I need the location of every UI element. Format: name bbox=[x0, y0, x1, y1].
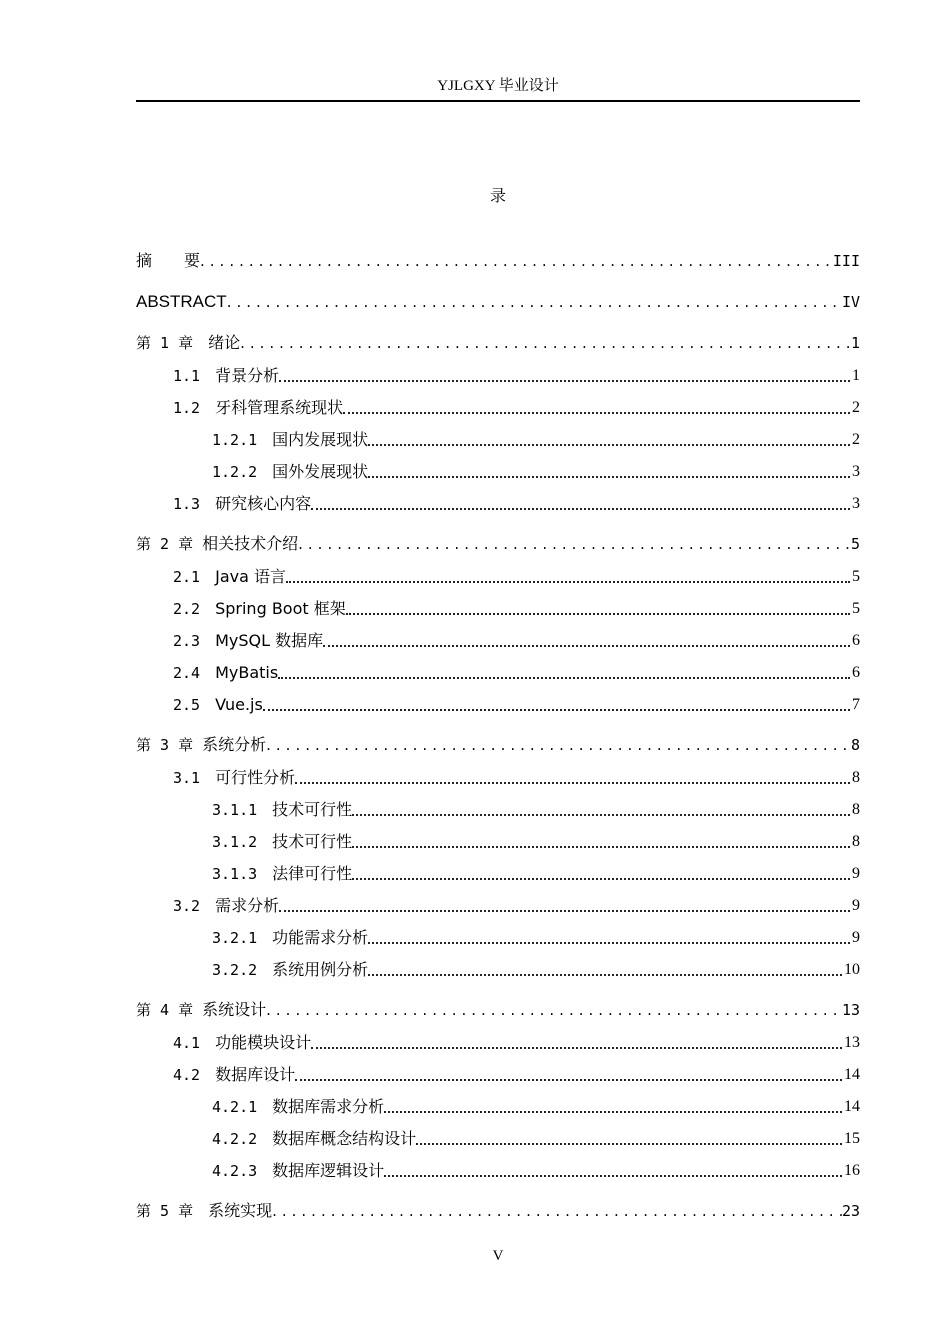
dot-leader bbox=[352, 874, 850, 880]
dot-leader bbox=[352, 810, 850, 816]
dot-leader bbox=[295, 778, 850, 784]
toc-section-entry[interactable] bbox=[136, 861, 860, 885]
toc-entry-title: 系统实现 bbox=[208, 1201, 273, 1220]
toc-section-entry[interactable] bbox=[136, 1062, 860, 1086]
dot-leader bbox=[266, 999, 842, 1021]
toc-chapter-entry[interactable] bbox=[136, 248, 860, 272]
toc-entry-page: 15 bbox=[844, 1130, 860, 1147]
toc-chapter-entry[interactable] bbox=[136, 330, 860, 354]
dot-leader bbox=[384, 1107, 842, 1113]
toc-section-entry[interactable] bbox=[136, 957, 860, 981]
dot-leader bbox=[295, 1075, 842, 1081]
toc-chapter-entry[interactable] bbox=[136, 732, 860, 756]
toc-section-entry[interactable] bbox=[136, 925, 860, 949]
toc-section-entry[interactable] bbox=[136, 1126, 860, 1150]
toc-entry-title: Spring Boot 框架 bbox=[215, 599, 346, 618]
toc-entry-title: 数据库需求分析 bbox=[272, 1097, 385, 1116]
toc-entry-page: 10 bbox=[844, 961, 860, 978]
toc-section-entry[interactable] bbox=[136, 427, 860, 451]
dot-leader bbox=[227, 291, 842, 313]
dot-leader bbox=[279, 376, 850, 382]
toc-entry-page: 8 bbox=[850, 736, 860, 754]
toc-entry-number: 2.3 bbox=[173, 632, 216, 650]
toc-entry-page: 8 bbox=[852, 769, 860, 786]
toc-section-entry[interactable] bbox=[136, 459, 860, 483]
toc-entry-page: 8 bbox=[852, 801, 860, 818]
toc-section-entry[interactable] bbox=[136, 893, 860, 917]
toc-entry-page: 2 bbox=[852, 399, 860, 416]
toc-entry-page: 14 bbox=[844, 1066, 860, 1083]
toc-entry-number: 4.2.2 bbox=[212, 1130, 273, 1148]
toc-entry-title: 功能需求分析 bbox=[272, 928, 369, 947]
toc-entry-title: 技术可行性 bbox=[272, 800, 353, 819]
dot-leader bbox=[368, 440, 850, 446]
toc-section-entry[interactable] bbox=[136, 660, 860, 684]
toc-entry-page: IV bbox=[841, 293, 860, 311]
toc-entry-title: 功能模块设计 bbox=[215, 1033, 312, 1052]
dot-leader bbox=[311, 1043, 842, 1049]
toc-entry-page: 5 bbox=[852, 568, 860, 585]
dot-leader bbox=[311, 504, 850, 510]
toc-entry-number: 第 1 章 bbox=[136, 334, 209, 352]
toc-entry-number: 1.2.2 bbox=[212, 463, 273, 481]
toc-entry-number: 第 5 章 bbox=[136, 1202, 209, 1220]
toc-section-entry[interactable] bbox=[136, 1030, 860, 1054]
toc-entry-page: 1 bbox=[852, 367, 860, 384]
toc-entry-number: 2.1 bbox=[173, 568, 216, 586]
toc-entry-title: 摘 要 bbox=[136, 251, 201, 270]
dot-leader bbox=[298, 533, 851, 555]
dot-leader bbox=[416, 1139, 842, 1145]
toc-entry-number: 3.1.2 bbox=[212, 833, 273, 851]
toc-entry-number: 1.2 bbox=[173, 399, 216, 417]
toc-entry-page: 14 bbox=[844, 1098, 860, 1115]
toc-chapter-entry[interactable] bbox=[136, 289, 860, 313]
toc-entry-page: 3 bbox=[852, 495, 860, 512]
toc-entry-number: 1.3 bbox=[173, 495, 216, 513]
toc-entry-title: MySQL 数据库 bbox=[215, 631, 324, 650]
toc-entry-title: 法律可行性 bbox=[272, 864, 353, 883]
toc-section-entry[interactable] bbox=[136, 765, 860, 789]
toc-entry-number: 2.2 bbox=[173, 600, 216, 618]
page-number: V bbox=[492, 1248, 504, 1264]
dot-leader bbox=[278, 673, 850, 679]
toc-entry-number: 3.1.1 bbox=[212, 801, 273, 819]
toc-entry-page: 8 bbox=[852, 833, 860, 850]
toc-entry-page: 9 bbox=[852, 929, 860, 946]
toc-entry-page: 13 bbox=[844, 1034, 860, 1051]
toc-entry-number: 4.2.1 bbox=[212, 1098, 273, 1116]
dot-leader bbox=[368, 472, 850, 478]
dot-leader bbox=[279, 906, 850, 912]
toc-entry-number: 4.2.3 bbox=[212, 1162, 273, 1180]
toc-entry-title: MyBatis bbox=[215, 663, 279, 682]
toc-entry-page: 5 bbox=[850, 535, 860, 553]
toc-title: 录 bbox=[489, 186, 506, 205]
toc-entry-number: 第 3 章 bbox=[136, 736, 203, 754]
toc-entry-title: ABSTRACT bbox=[136, 292, 227, 311]
toc-entry-title: 研究核心内容 bbox=[215, 494, 312, 513]
toc-entry-page: 6 bbox=[852, 664, 860, 681]
toc-entry-title: 绪论 bbox=[208, 333, 241, 352]
toc-entry-title: 牙科管理系统现状 bbox=[215, 398, 344, 417]
toc-entry-page: 5 bbox=[852, 600, 860, 617]
toc-entry-page: 6 bbox=[852, 632, 860, 649]
toc-entry-page: 23 bbox=[841, 1202, 860, 1220]
toc-entry-number: 第 2 章 bbox=[136, 535, 203, 553]
dot-leader bbox=[368, 938, 850, 944]
dot-leader bbox=[266, 734, 851, 756]
toc-entry-number: 4.1 bbox=[173, 1034, 216, 1052]
dot-leader bbox=[200, 250, 833, 272]
page-header: YJLGXY 毕业设计 bbox=[437, 78, 559, 94]
toc-entry-page: 7 bbox=[852, 696, 860, 713]
toc-section-entry[interactable] bbox=[136, 564, 860, 588]
dot-leader bbox=[323, 641, 850, 647]
toc-entry-page: 9 bbox=[852, 865, 860, 882]
toc-entry-title: 需求分析 bbox=[215, 896, 280, 915]
toc-section-entry[interactable] bbox=[136, 363, 860, 387]
toc-entry-title: 数据库概念结构设计 bbox=[272, 1129, 417, 1148]
toc-entry-number: 4.2 bbox=[173, 1066, 216, 1084]
toc-entry-title: 国内发展现状 bbox=[272, 430, 369, 449]
toc-entry-title: 系统设计 bbox=[202, 1000, 267, 1019]
toc-entry-title: 国外发展现状 bbox=[272, 462, 369, 481]
toc-entry-page: 3 bbox=[852, 463, 860, 480]
toc-section-entry[interactable] bbox=[136, 1094, 860, 1118]
toc-entry-title: Java 语言 bbox=[215, 567, 286, 586]
toc-entry-page: 2 bbox=[852, 431, 860, 448]
toc-entry-page: 13 bbox=[841, 1001, 860, 1019]
toc-entry-title: Vue.js bbox=[215, 695, 263, 714]
toc-section-entry[interactable] bbox=[136, 1158, 860, 1182]
dot-leader bbox=[346, 609, 850, 615]
toc-entry-number: 3.2.2 bbox=[212, 961, 273, 979]
dot-leader bbox=[352, 842, 850, 848]
toc-entry-number: 3.1 bbox=[173, 769, 216, 787]
toc-section-entry[interactable] bbox=[136, 692, 860, 716]
toc-entry-number: 第 4 章 bbox=[136, 1001, 203, 1019]
dot-leader bbox=[384, 1171, 842, 1177]
toc-section-entry[interactable] bbox=[136, 829, 860, 853]
toc-chapter-entry[interactable] bbox=[136, 531, 860, 555]
dot-leader bbox=[263, 705, 850, 711]
toc-section-entry[interactable] bbox=[136, 491, 860, 515]
toc-entry-number: 2.4 bbox=[173, 664, 216, 682]
toc-chapter-entry[interactable] bbox=[136, 997, 860, 1021]
dot-leader bbox=[286, 577, 850, 583]
toc-entry-number: 2.5 bbox=[173, 696, 216, 714]
header-rule bbox=[136, 100, 860, 102]
toc-entry-title: 系统用例分析 bbox=[272, 960, 369, 979]
toc-section-entry[interactable] bbox=[136, 395, 860, 419]
toc-entry-page: III bbox=[832, 252, 860, 270]
toc-chapter-entry[interactable] bbox=[136, 1198, 860, 1222]
toc-entry-number: 3.1.3 bbox=[212, 865, 273, 883]
toc-entry-number: 3.2.1 bbox=[212, 929, 273, 947]
toc-entry-title: 数据库逻辑设计 bbox=[272, 1161, 385, 1180]
toc-entry-title: 可行性分析 bbox=[215, 768, 296, 787]
dot-leader bbox=[368, 970, 842, 976]
dot-leader bbox=[343, 408, 850, 414]
toc-entry-title: 数据库设计 bbox=[215, 1065, 296, 1084]
toc-section-entry[interactable] bbox=[136, 596, 860, 620]
toc-entry-page: 9 bbox=[852, 897, 860, 914]
toc-entry-title: 相关技术介绍 bbox=[202, 534, 299, 553]
dot-leader bbox=[272, 1200, 842, 1222]
toc-entry-page: 1 bbox=[850, 334, 860, 352]
toc-section-entry[interactable] bbox=[136, 797, 860, 821]
toc-entry-title: 技术可行性 bbox=[272, 832, 353, 851]
toc-entry-number: 3.2 bbox=[173, 897, 216, 915]
toc-entry-title: 系统分析 bbox=[202, 735, 267, 754]
toc-entry-number: 1.1 bbox=[173, 367, 216, 385]
toc-entry-number: 1.2.1 bbox=[212, 431, 273, 449]
toc-entry-title: 背景分析 bbox=[215, 366, 280, 385]
toc-entry-page: 16 bbox=[844, 1162, 860, 1179]
toc-section-entry[interactable] bbox=[136, 628, 860, 652]
dot-leader bbox=[240, 332, 851, 354]
